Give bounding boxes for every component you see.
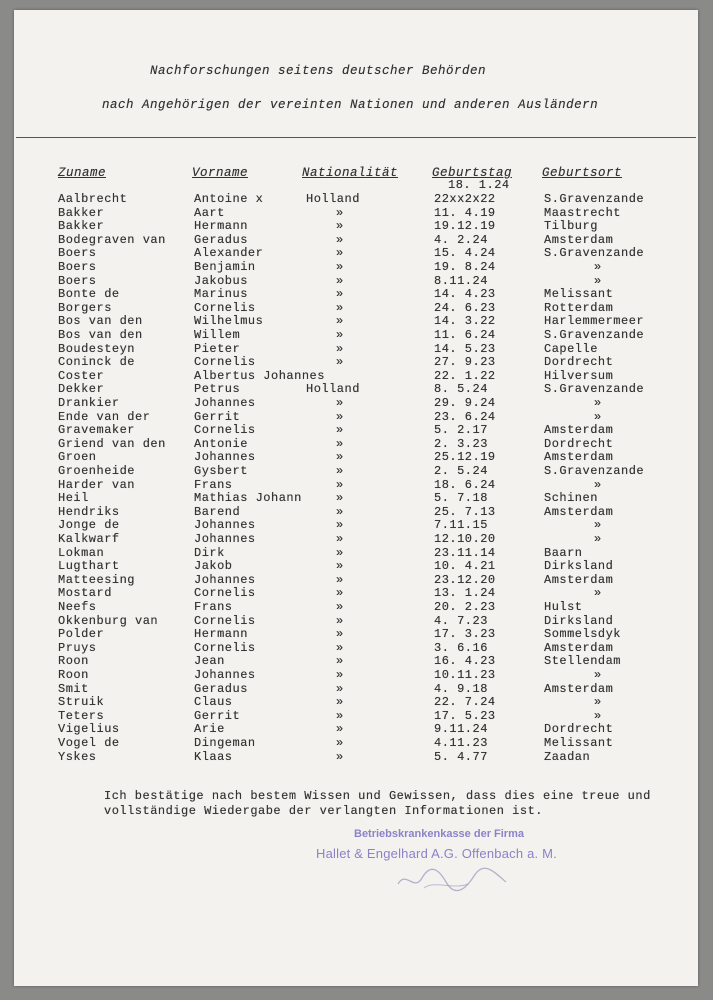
surname-cell: Groenheide	[58, 464, 136, 478]
birthdate-cell: 20. 2.23	[434, 600, 496, 614]
surname-cell: Boudesteyn	[58, 341, 136, 356]
surname-cell: Griend van den	[58, 436, 166, 451]
nationality-cell: »	[336, 600, 344, 614]
given-name-cell: Aart	[194, 205, 225, 220]
given-name-cell: Cornelis	[194, 613, 256, 628]
birthplace-cell: Tilburg	[544, 219, 598, 234]
list-item	[14, 437, 698, 451]
surname-cell: Aalbrecht	[58, 192, 128, 206]
surname-cell: Groen	[58, 450, 97, 465]
given-name-cell: Jean	[194, 654, 225, 669]
list-item	[14, 614, 698, 628]
birthdate-cell: 4.11.23	[434, 736, 488, 750]
list-item	[14, 423, 698, 437]
birthplace-cell: Harlemmermeer	[544, 314, 645, 329]
list-item	[14, 518, 698, 532]
birthdate-cell: 17. 3.23	[434, 627, 496, 642]
nationality-cell: Holland	[306, 192, 360, 206]
birthplace-cell: Dirksland	[544, 613, 614, 628]
column-header-birthdate: Geburtstag	[432, 166, 513, 180]
birthplace-cell: Amsterdam	[544, 423, 614, 438]
given-name-cell: Jakob	[194, 559, 233, 574]
nationality-cell: »	[336, 504, 344, 519]
given-name-cell: Johannes	[194, 668, 256, 682]
birthplace-cell: Amsterdam	[544, 450, 614, 465]
birthplace-cell: Baarn	[544, 545, 583, 560]
nationality-cell: »	[336, 491, 344, 506]
document-title-line-2: nach Angehörigen der vereinten Nationen und anderen Ausländern	[102, 98, 599, 112]
surname-cell: Bonte de	[58, 287, 120, 302]
list-item	[14, 600, 698, 614]
surname-cell: Pruys	[58, 640, 97, 655]
given-name-cell: Cornelis	[194, 423, 256, 438]
given-name-cell: Cornelis	[194, 640, 256, 655]
surname-cell: Harder van	[58, 477, 136, 492]
surname-cell: Vigelius	[58, 722, 120, 737]
birthdate-cell: 25. 7.13	[434, 504, 496, 519]
nationality-cell: »	[336, 695, 344, 710]
birthplace-cell: Hulst	[544, 600, 583, 614]
list-item	[14, 546, 698, 560]
birthdate-cell: 8. 5.24	[434, 382, 488, 397]
birthplace-cell: Amsterdam	[544, 640, 614, 655]
surname-cell: Roon	[58, 654, 89, 669]
nationality-cell: »	[336, 681, 344, 696]
birthdate-cell: 8.11.24	[434, 273, 488, 288]
birthdate-cell: 5. 2.17	[434, 423, 488, 438]
birthdate-cell: 23. 6.24	[434, 409, 496, 424]
surname-cell: Bakker	[58, 219, 105, 234]
birthplace-cell: »	[594, 668, 602, 682]
list-item	[14, 654, 698, 668]
given-name-cell: Hermann	[194, 627, 248, 642]
given-name-cell: Cornelis	[194, 300, 256, 315]
given-name-cell: Antoine x	[194, 192, 264, 206]
birthdate-cell: 10. 4.21	[434, 559, 496, 574]
surname-cell: Boers	[58, 273, 97, 288]
nationality-cell: »	[336, 572, 344, 587]
birthplace-cell: »	[594, 260, 602, 274]
list-item	[14, 722, 698, 736]
surname-cell: Bos van den	[58, 314, 143, 329]
handwritten-signature	[394, 862, 514, 898]
list-item	[14, 736, 698, 750]
nationality-cell: »	[336, 232, 344, 247]
surname-cell: Boers	[58, 246, 97, 261]
birthplace-cell: S.Gravenzande	[544, 328, 645, 342]
given-name-cell: Marinus	[194, 287, 248, 302]
birthdate-cell: 11. 6.24	[434, 328, 496, 342]
birthplace-cell: Melissant	[544, 287, 614, 302]
list-item	[14, 301, 698, 315]
given-name-cell: Johannes	[194, 518, 256, 533]
surname-cell: Vogel de	[58, 736, 120, 750]
surname-cell: Drankier	[58, 396, 120, 410]
birthdate-cell: 14. 3.22	[434, 314, 496, 329]
list-item	[14, 342, 698, 356]
nationality-cell: »	[336, 436, 344, 451]
surname-cell: Okkenburg van	[58, 613, 159, 628]
nationality-cell: »	[336, 532, 344, 546]
nationality-cell: »	[336, 287, 344, 302]
list-item	[14, 450, 698, 464]
company-stamp-line-2: Hallet & Engelhard A.G. Offenbach a. M.	[316, 846, 557, 861]
birthplace-cell: S.Gravenzande	[544, 382, 645, 397]
given-name-cell: Benjamin	[194, 260, 256, 274]
nationality-cell: »	[336, 396, 344, 410]
column-header-nationality: Nationalität	[302, 166, 399, 180]
given-name-cell: Petrus	[194, 382, 241, 397]
confirmation-statement: Ich bestätige nach bestem Wissen und Gewissen, dass dies eine treue und vollständige Wiedergabe der verlangten Informationen ist.	[104, 789, 651, 818]
birthplace-cell: »	[594, 532, 602, 546]
surname-cell: Dekker	[58, 382, 105, 397]
list-item	[14, 219, 698, 233]
nationality-cell: Holland	[306, 382, 360, 397]
nationality-cell: »	[336, 477, 344, 492]
surname-cell: Mostard	[58, 586, 112, 601]
list-item	[14, 668, 698, 682]
given-name-cell: Dingeman	[194, 736, 256, 750]
given-name-cell: Barend	[194, 504, 241, 519]
birthplace-cell: Melissant	[544, 736, 614, 750]
birthplace-cell: »	[594, 409, 602, 424]
nationality-cell: »	[336, 613, 344, 628]
list-item	[14, 573, 698, 587]
birthdate-cell: 12.10.20	[434, 532, 496, 546]
birthdate-cell: 15. 4.24	[434, 246, 496, 261]
nationality-cell: »	[336, 736, 344, 750]
document-title-line-1: Nachforschungen seitens deutscher Behörden	[150, 64, 487, 78]
nationality-cell: »	[336, 518, 344, 533]
birthplace-cell: Sommelsdyk	[544, 627, 622, 642]
list-item	[14, 233, 698, 247]
nationality-cell: »	[336, 749, 344, 764]
surname-cell: Struik	[58, 695, 105, 710]
birthdate-cell: 4. 7.23	[434, 613, 488, 628]
birthplace-cell: Zaadan	[544, 749, 591, 764]
nationality-cell: »	[336, 328, 344, 342]
birthplace-cell: Amsterdam	[544, 504, 614, 519]
list-item	[14, 491, 698, 505]
birthdate-cell: 23.11.14	[434, 545, 496, 560]
nationality-cell: »	[336, 355, 344, 370]
surname-cell: Lokman	[58, 545, 105, 560]
birthdate-cell: 14. 4.23	[434, 287, 496, 302]
surname-cell: Gravemaker	[58, 423, 136, 438]
birthplace-cell: Dirksland	[544, 559, 614, 574]
given-name-cell: Dirk	[194, 545, 225, 560]
surname-cell: Hendriks	[58, 504, 120, 519]
document-page	[14, 10, 698, 986]
nationality-cell: »	[336, 219, 344, 234]
birthdate-cell: 19. 8.24	[434, 260, 496, 274]
birthdate-cell: 25.12.19	[434, 450, 496, 465]
birthdate-cell: 14. 5.23	[434, 341, 496, 356]
nationality-cell: »	[336, 341, 344, 356]
nationality-cell: »	[336, 260, 344, 274]
birthplace-cell: Capelle	[544, 341, 598, 356]
birthplace-cell: Dordrecht	[544, 436, 614, 451]
list-item	[14, 369, 698, 383]
surname-cell: Kalkwarf	[58, 532, 120, 546]
birthplace-cell: Amsterdam	[544, 572, 614, 587]
birthdate-cell: 10.11.23	[434, 668, 496, 682]
nationality-cell: »	[336, 246, 344, 261]
birthplace-cell: S.Gravenzande	[544, 246, 645, 261]
list-item	[14, 750, 698, 764]
given-name-cell: Wilhelmus	[194, 314, 264, 329]
surname-cell: Teters	[58, 708, 105, 723]
birthdate-cell: 4. 2.24	[434, 232, 488, 247]
birthdate-cell: 5. 7.18	[434, 491, 488, 506]
birthplace-cell: »	[594, 708, 602, 723]
nationality-cell: »	[336, 409, 344, 424]
birthdate-overtyped: 18. 1.24	[448, 178, 510, 192]
given-name-cell: Arie	[194, 722, 225, 737]
list-item	[14, 559, 698, 573]
given-name-cell: Alexander	[194, 246, 264, 261]
surname-cell: Yskes	[58, 749, 97, 764]
nationality-cell: »	[336, 627, 344, 642]
birthplace-cell: Stellendam	[544, 654, 622, 669]
given-name-cell: Claus	[194, 695, 233, 710]
birthplace-cell: »	[594, 273, 602, 288]
list-item	[14, 586, 698, 600]
nationality-cell: »	[336, 708, 344, 723]
birthplace-cell: Dordrecht	[544, 722, 614, 737]
birthplace-cell: Hilversum	[544, 368, 614, 383]
birthplace-cell: Maastrecht	[544, 205, 622, 220]
list-item	[14, 709, 698, 723]
birthplace-cell: S.Gravenzande	[544, 192, 645, 206]
nationality-cell: »	[336, 423, 344, 438]
list-item	[14, 682, 698, 696]
surname-cell: Smit	[58, 681, 89, 696]
birthdate-cell: 7.11.15	[434, 518, 488, 533]
surname-cell: Bos van den	[58, 328, 143, 342]
birthdate-cell: 29. 9.24	[434, 396, 496, 410]
list-item	[14, 355, 698, 369]
list-item	[14, 505, 698, 519]
birthdate-cell: 22. 7.24	[434, 695, 496, 710]
birthplace-cell: »	[594, 477, 602, 492]
surname-cell: Coninck de	[58, 355, 136, 370]
birthdate-cell: 19.12.19	[434, 219, 496, 234]
list-item	[14, 328, 698, 342]
nationality-cell: »	[336, 545, 344, 560]
birthdate-cell: 11. 4.19	[434, 205, 496, 220]
list-item	[14, 260, 698, 274]
list-item	[14, 641, 698, 655]
birthdate-cell: 18. 6.24	[434, 477, 496, 492]
given-name-cell: Frans	[194, 600, 233, 614]
list-item	[14, 695, 698, 709]
surname-cell: Polder	[58, 627, 105, 642]
birthplace-cell: Rotterdam	[544, 300, 614, 315]
birthdate-cell: 5. 4.77	[434, 749, 488, 764]
column-header-given-name: Vorname	[192, 166, 249, 180]
surname-cell: Matteesing	[58, 572, 136, 587]
surname-cell: Ende van der	[58, 409, 151, 424]
birthdate-cell: 22xx2x22	[434, 192, 496, 206]
list-item	[14, 314, 698, 328]
surname-cell: Heil	[58, 491, 89, 506]
given-name-cell: Jakobus	[194, 273, 248, 288]
given-name-cell: Willem	[194, 328, 241, 342]
column-header-surname: Zuname	[58, 166, 107, 180]
nationality-cell: »	[336, 205, 344, 220]
birthdate-cell: 3. 6.16	[434, 640, 488, 655]
surname-cell: Borgers	[58, 300, 112, 315]
nationality-cell: »	[336, 273, 344, 288]
nationality-cell: »	[336, 314, 344, 329]
birthplace-cell: S.Gravenzande	[544, 464, 645, 478]
nationality-cell: »	[336, 668, 344, 682]
birthplace-cell: Schinen	[544, 491, 598, 506]
list-item	[14, 192, 698, 206]
birthdate-cell: 16. 4.23	[434, 654, 496, 669]
birthdate-cell: 17. 5.23	[434, 708, 496, 723]
given-name-cell: Gerrit	[194, 708, 241, 723]
given-name-cell: Frans	[194, 477, 233, 492]
birthplace-cell: »	[594, 396, 602, 410]
nationality-cell: »	[336, 450, 344, 465]
surname-cell: Lugthart	[58, 559, 120, 574]
surname-cell: Jonge de	[58, 518, 120, 533]
given-name-cell: Antonie	[194, 436, 248, 451]
list-item	[14, 464, 698, 478]
nationality-cell: »	[336, 654, 344, 669]
birthplace-cell: »	[594, 518, 602, 533]
nationality-cell: »	[336, 722, 344, 737]
given-name-cell: Cornelis	[194, 355, 256, 370]
given-name-cell: Johannes	[194, 396, 256, 410]
given-name-cell: Klaas	[194, 749, 233, 764]
list-item	[14, 478, 698, 492]
list-item	[14, 382, 698, 396]
list-item	[14, 206, 698, 220]
given-name-cell: Johannes	[194, 572, 256, 587]
given-name-cell: Hermann	[194, 219, 248, 234]
birthplace-cell: »	[594, 586, 602, 601]
birthdate-cell: 23.12.20	[434, 572, 496, 587]
surname-cell: Coster	[58, 368, 105, 383]
birthplace-cell: Amsterdam	[544, 681, 614, 696]
birthdate-cell: 2. 5.24	[434, 464, 488, 478]
nationality-cell: »	[336, 559, 344, 574]
list-item	[14, 274, 698, 288]
list-item	[14, 532, 698, 546]
nationality-cell: »	[336, 464, 344, 478]
surname-cell: Neefs	[58, 600, 97, 614]
birthdate-cell: 22. 1.22	[434, 368, 496, 383]
nationality-cell: »	[336, 640, 344, 655]
birthdate-cell: 27. 9.23	[434, 355, 496, 370]
list-item	[14, 410, 698, 424]
given-name-cell: Pieter	[194, 341, 241, 356]
birthplace-cell: Dordrecht	[544, 355, 614, 370]
birthdate-cell: 13. 1.24	[434, 586, 496, 601]
column-header-birthplace: Geburtsort	[542, 166, 623, 180]
given-name-cell: Johannes	[194, 450, 256, 465]
given-name-cell: Albertus Johannes	[194, 368, 325, 383]
list-item	[14, 396, 698, 410]
list-item	[14, 287, 698, 301]
birthplace-cell: »	[594, 695, 602, 710]
given-name-cell: Gerrit	[194, 409, 241, 424]
given-name-cell: Johannes	[194, 532, 256, 546]
given-name-cell: Gysbert	[194, 464, 248, 478]
header-rule	[16, 137, 696, 138]
list-item	[14, 246, 698, 260]
nationality-cell: »	[336, 300, 344, 315]
company-stamp-line-1: Betriebskrankenkasse der Firma	[354, 828, 524, 840]
given-name-cell: Mathias Johann	[194, 491, 302, 506]
birthdate-cell: 4. 9.18	[434, 681, 488, 696]
list-item	[14, 627, 698, 641]
nationality-cell: »	[336, 586, 344, 601]
birthdate-cell: 2. 3.23	[434, 436, 488, 451]
surname-cell: Roon	[58, 668, 89, 682]
surname-cell: Boers	[58, 260, 97, 274]
given-name-cell: Cornelis	[194, 586, 256, 601]
surname-cell: Bakker	[58, 205, 105, 220]
birthdate-cell: 9.11.24	[434, 722, 488, 737]
birthdate-cell: 24. 6.23	[434, 300, 496, 315]
surname-cell: Bodegraven van	[58, 232, 166, 247]
given-name-cell: Geradus	[194, 681, 248, 696]
birthplace-cell: Amsterdam	[544, 232, 614, 247]
given-name-cell: Geradus	[194, 232, 248, 247]
